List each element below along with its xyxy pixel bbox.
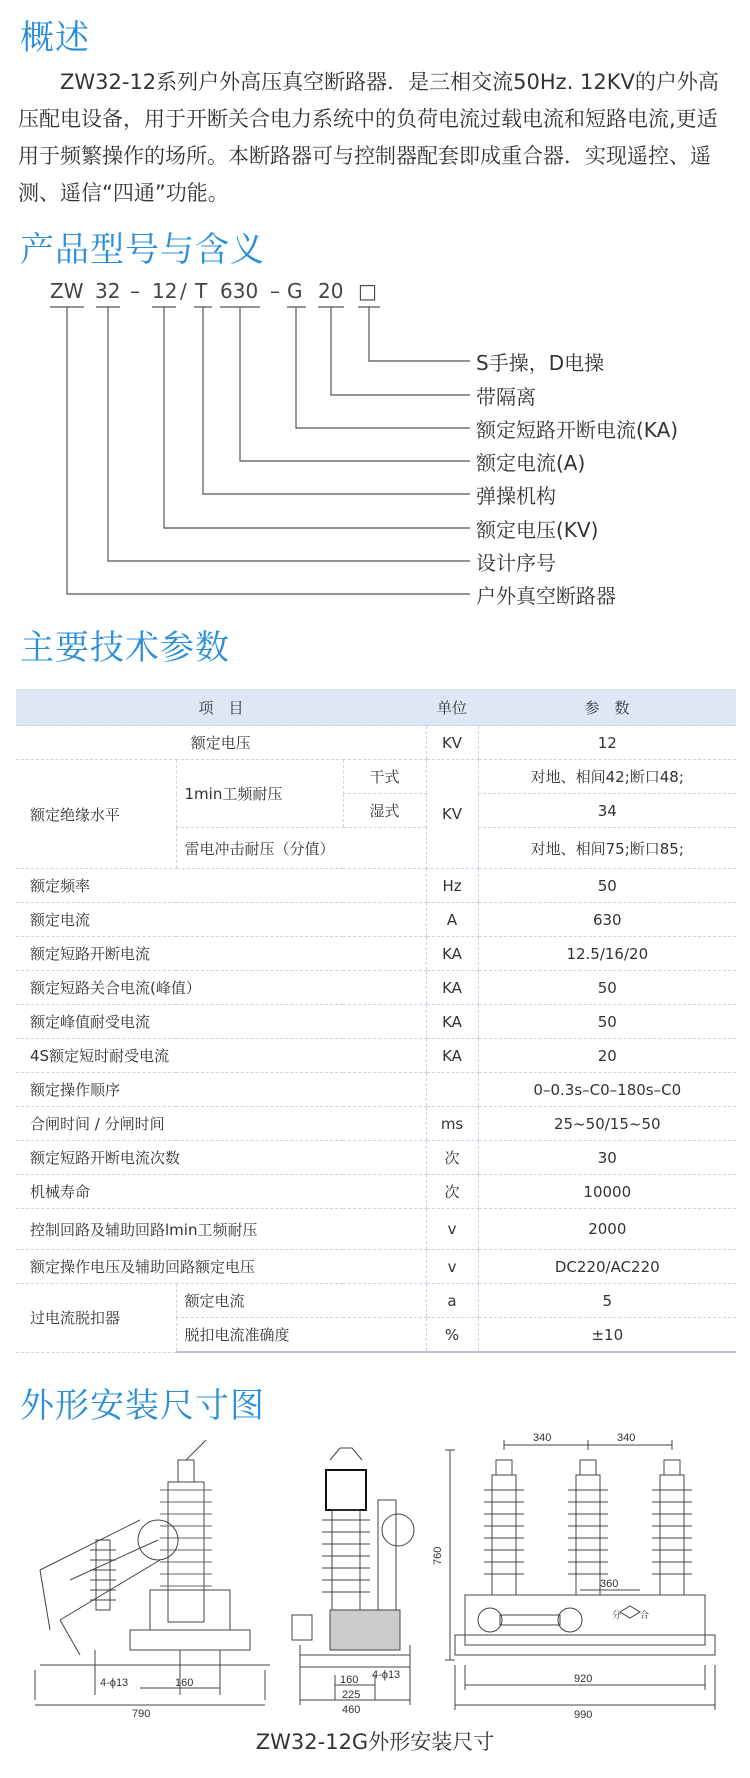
model-heading: 产品型号与含义: [20, 230, 265, 270]
row-value: 50: [478, 1005, 736, 1039]
insulation-dry-value: 对地、相间42;断口48;: [478, 760, 736, 794]
row-value: 50: [478, 971, 736, 1005]
insulation-wet-value: 34: [478, 794, 736, 828]
trip-label: 过电流脱扣器: [16, 1284, 176, 1353]
insulation-1min-label: 1min工频耐压: [176, 760, 343, 828]
overview-heading: 概述: [20, 18, 90, 58]
row-value: 12: [478, 726, 736, 760]
row-value: 50: [478, 869, 736, 903]
dimension-drawing: [0, 1430, 750, 1720]
row-value: 30: [478, 1141, 736, 1175]
row-value: 12.5/16/20: [478, 937, 736, 971]
table-row: [16, 1073, 736, 1107]
model-meaning: 额定电压(KV): [476, 518, 599, 542]
trip-r2-value: ±10: [478, 1318, 736, 1353]
dim-label: 225: [342, 1689, 361, 1701]
dimension-caption: ZW32-12G外形安装尺寸: [255, 1730, 495, 1754]
dim-label: 990: [574, 1709, 593, 1720]
row-label: 机械寿命: [16, 1175, 426, 1209]
model-meaning: S手操，D电操: [476, 351, 605, 375]
table-row: [16, 869, 736, 903]
insulation-lightning-label: 雷电冲击耐压（分值）: [176, 828, 426, 869]
code-part: 12: [152, 279, 178, 303]
model-meaning: 带隔离: [476, 385, 536, 409]
code-part: 630: [220, 279, 259, 303]
table-row: [16, 937, 736, 971]
row-value: 2000: [478, 1209, 736, 1250]
row-unit: 次: [426, 1141, 478, 1175]
table-header-row: [16, 689, 736, 726]
row-label: 合闸时间 / 分闸时间: [16, 1107, 426, 1141]
insulation-unit: KV: [426, 760, 478, 869]
overview-text: ZW32-12系列户外高压真空断路器．是三相交流50Hz. 12KV的户外高压配电设备，用于开断关合电力系统中的负荷电流过载电流和短路电流,更适用于频繁操作的场所。本断路器可与控制器配套即成重合器．实现遥控、遥测、遥信“四通”功能。: [18, 70, 719, 205]
row-value: DC220/AC220: [478, 1250, 736, 1284]
middle-view-drawing: [292, 1448, 414, 1705]
table-row: [16, 1039, 736, 1073]
dim-label: 340: [617, 1432, 636, 1444]
code-part: ZW: [50, 279, 84, 303]
row-label: 额定短路开断电流次数: [16, 1141, 426, 1175]
dim-label: 920: [574, 1673, 593, 1685]
row-value: 0–0.3s–C0–180s–C0: [478, 1073, 736, 1107]
code-part: –: [270, 279, 280, 303]
table-row: [16, 1175, 736, 1209]
code-part: 20: [318, 279, 344, 303]
table-row: [16, 1284, 736, 1318]
row-unit: [426, 1073, 478, 1107]
row-label: 额定操作顺序: [16, 1073, 426, 1107]
row-value: 630: [478, 903, 736, 937]
table-row: [16, 726, 736, 760]
model-meaning: 额定电流(A): [476, 451, 586, 475]
dim-label: 340: [533, 1432, 552, 1444]
row-label: 额定操作电压及辅助回路额定电压: [16, 1250, 426, 1284]
code-part: –: [130, 279, 140, 303]
row-unit: KA: [426, 1039, 478, 1073]
dimensions-heading: 外形安装尺寸图: [20, 1386, 265, 1426]
code-part: T: [195, 279, 208, 303]
header-value: 参 数: [478, 689, 736, 726]
table-row: [16, 971, 736, 1005]
row-unit: KA: [426, 1005, 478, 1039]
trip-r1-value: 5: [478, 1284, 736, 1318]
dim-label: 4-ϕ13: [372, 1669, 401, 1681]
trip-r2-unit: %: [426, 1318, 478, 1353]
dim-label: 790: [132, 1708, 151, 1720]
model-meaning: 户外真空断路器: [476, 584, 616, 608]
insulation-dry-label: 干式: [343, 760, 426, 794]
code-part: 32: [95, 279, 121, 303]
row-label: 额定频率: [16, 869, 426, 903]
row-label: 4S额定短时耐受电流: [16, 1039, 426, 1073]
table-row: [16, 1209, 736, 1250]
row-label: 额定短路关合电流(峰值）: [16, 971, 426, 1005]
row-label: 额定短路开断电流: [16, 937, 426, 971]
row-unit: ms: [426, 1107, 478, 1141]
table-row: [16, 1250, 736, 1284]
left-view-drawing: [35, 1440, 270, 1705]
row-value: 25~50/15~50: [478, 1107, 736, 1141]
code-part: □: [358, 279, 377, 303]
table-row: [16, 760, 736, 794]
header-unit: 单位: [426, 689, 478, 726]
dim-label: 分: [612, 1610, 622, 1620]
model-leader-lines: [0, 0, 750, 620]
model-meaning: 弹操机构: [476, 484, 556, 508]
row-unit: v: [426, 1209, 478, 1250]
row-value: 20: [478, 1039, 736, 1073]
row-unit: v: [426, 1250, 478, 1284]
right-view-drawing: [445, 1440, 715, 1710]
params-heading: 主要技术参数: [20, 628, 230, 668]
row-unit: 次: [426, 1175, 478, 1209]
dim-label: 160: [175, 1677, 194, 1689]
dim-label: 460: [342, 1704, 361, 1716]
row-unit: KA: [426, 937, 478, 971]
params-table: [16, 689, 736, 1353]
row-unit: KV: [426, 726, 478, 760]
dim-label: 合: [640, 1610, 650, 1620]
row-unit: Hz: [426, 869, 478, 903]
row-value: 10000: [478, 1175, 736, 1209]
row-label: 额定峰值耐受电流: [16, 1005, 426, 1039]
dim-label: 160: [340, 1674, 359, 1686]
insulation-lightning-value: 对地、相间75;断口85;: [478, 828, 736, 869]
row-label: 额定电流: [16, 903, 426, 937]
row-label: 控制回路及辅助回路lmin工频耐压: [16, 1209, 426, 1250]
model-meaning: 额定短路开断电流(KA): [476, 418, 679, 442]
model-meaning: 设计序号: [476, 551, 556, 575]
dim-label: 360: [600, 1578, 619, 1590]
dim-label: 4-ϕ13: [100, 1677, 129, 1689]
insulation-wet-label: 湿式: [343, 794, 426, 828]
row-label: 额定电压: [16, 726, 426, 760]
trip-r1-label: 额定电流: [176, 1284, 426, 1318]
table-row: [16, 1005, 736, 1039]
insulation-label: 额定绝缘水平: [16, 760, 176, 869]
code-part: /: [180, 279, 187, 303]
row-unit: A: [426, 903, 478, 937]
trip-r1-unit: a: [426, 1284, 478, 1318]
dim-label: 760: [432, 1546, 444, 1565]
table-row: [16, 903, 736, 937]
row-unit: KA: [426, 971, 478, 1005]
table-row: [16, 1107, 736, 1141]
header-item: 项 目: [16, 689, 426, 726]
code-part: G: [287, 279, 303, 303]
table-row: [16, 1141, 736, 1175]
trip-r2-label: 脱扣电流准确度: [176, 1318, 426, 1353]
